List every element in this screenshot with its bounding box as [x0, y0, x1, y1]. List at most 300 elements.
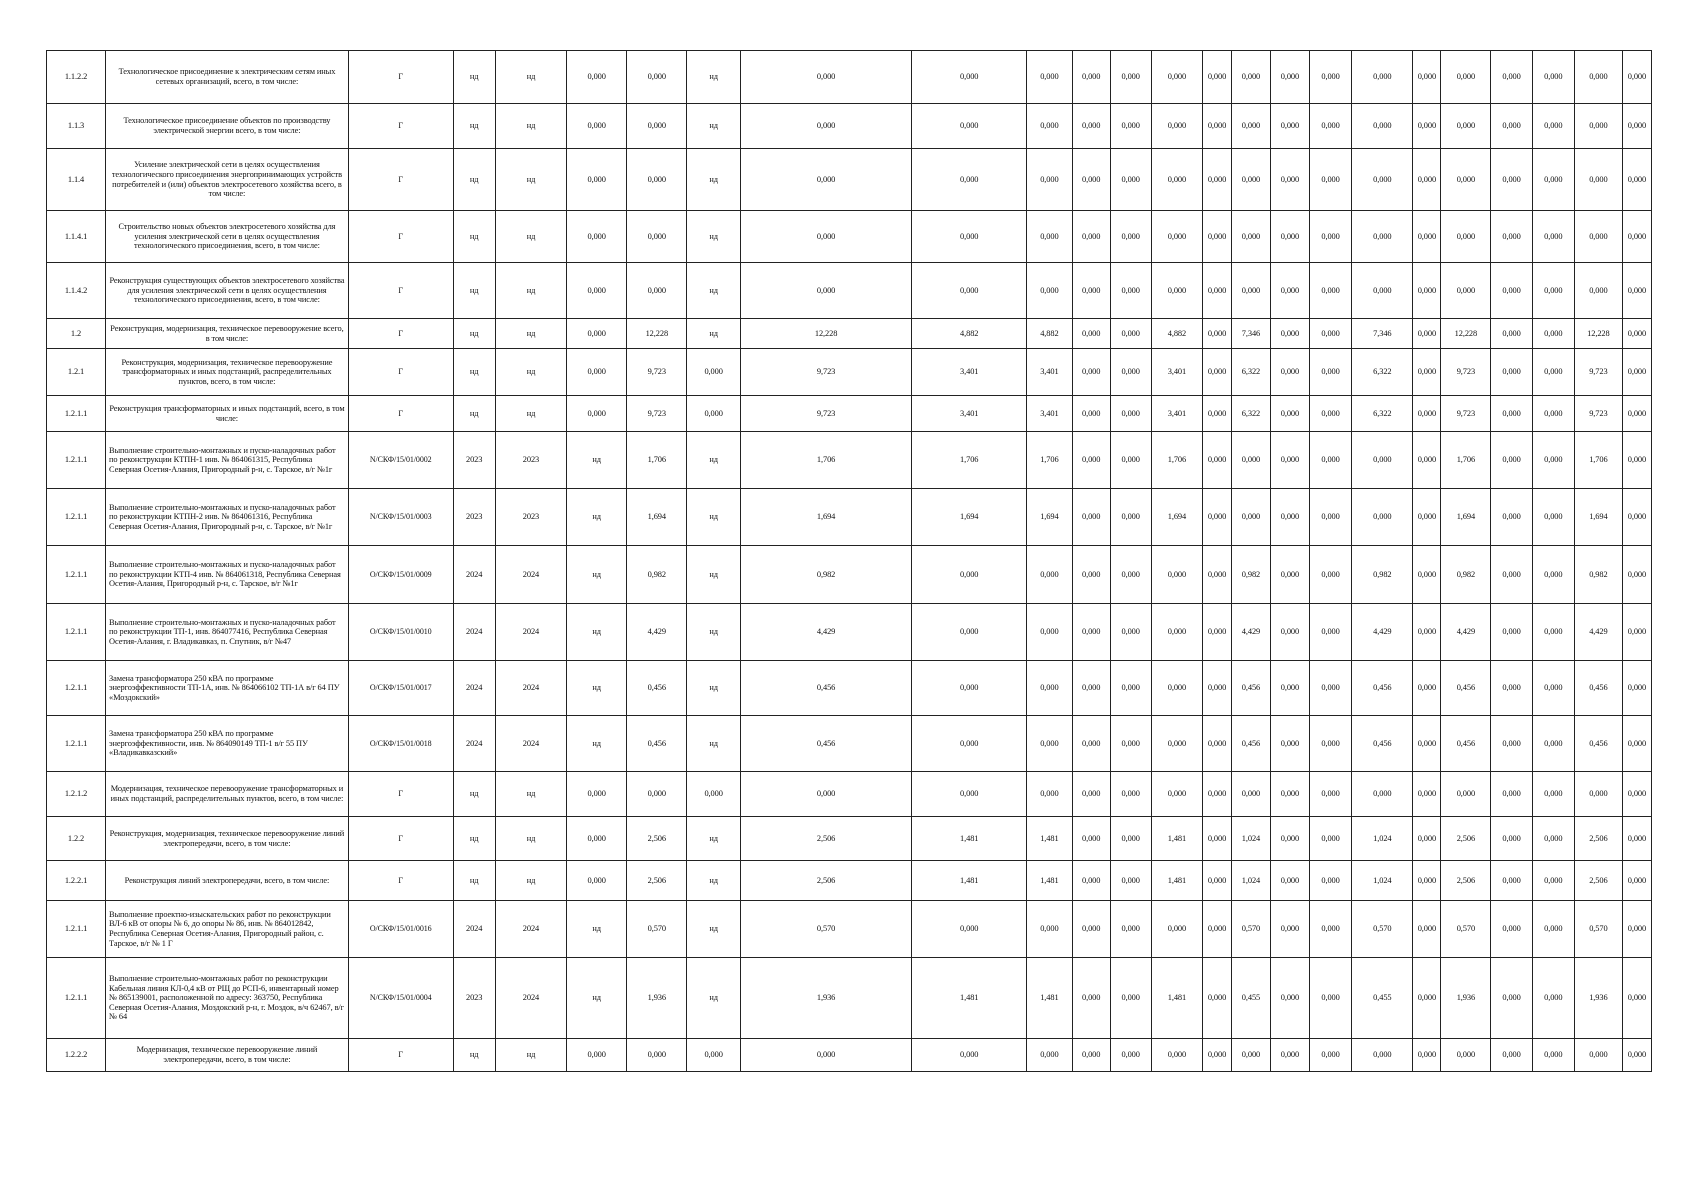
- value-cell: нд: [687, 661, 740, 716]
- row-number-cell: 1.1.4.1: [47, 211, 106, 263]
- value-cell: 0,000: [1027, 661, 1073, 716]
- value-cell: нд: [687, 211, 740, 263]
- value-cell: 0,000: [1574, 1039, 1622, 1072]
- value-cell: нд: [687, 958, 740, 1039]
- row-name-cell: Реконструкция, модернизация, техническое перевооружение всего, в том числе:: [106, 319, 349, 349]
- value-cell: 4,429: [1574, 604, 1622, 661]
- value-cell: 0,000: [1309, 546, 1351, 604]
- value-cell: 0,000: [1203, 861, 1232, 901]
- value-cell: 0,000: [1532, 861, 1574, 901]
- end-year-cell: 2024: [495, 604, 566, 661]
- value-cell: 7,346: [1231, 319, 1270, 349]
- value-cell: 0,000: [1027, 1039, 1073, 1072]
- value-cell: 0,000: [1027, 604, 1073, 661]
- value-cell: 0,000: [912, 1039, 1027, 1072]
- value-cell: 0,000: [1270, 149, 1309, 211]
- row-number-cell: 1.2.1.1: [47, 546, 106, 604]
- start-year-cell: 2024: [453, 546, 495, 604]
- value-cell: 0,000: [1309, 51, 1351, 104]
- value-cell: 0,000: [1231, 772, 1270, 817]
- row-number-cell: 1.2.1.1: [47, 661, 106, 716]
- value-cell: 0,000: [1072, 149, 1110, 211]
- value-cell: 0,000: [567, 1039, 627, 1072]
- value-cell: 0,982: [627, 546, 687, 604]
- value-cell: 9,723: [1574, 396, 1622, 432]
- value-cell: 0,000: [1072, 546, 1110, 604]
- row-name-cell: Модернизация, техническое перевооружение линий электропередачи, всего, в том числе:: [106, 1039, 349, 1072]
- project-code-cell: O/СКФ/15/01/0010: [348, 604, 453, 661]
- value-cell: 0,000: [1270, 861, 1309, 901]
- table-row: [47, 1039, 1652, 1072]
- value-cell: 0,456: [740, 716, 912, 772]
- value-cell: 0,000: [1203, 211, 1232, 263]
- value-cell: 0,000: [1491, 149, 1532, 211]
- value-cell: 0,570: [1352, 901, 1413, 958]
- value-cell: 0,000: [1309, 817, 1351, 861]
- value-cell: 0,000: [1413, 489, 1441, 546]
- row-name-cell: Технологическое присоединение к электрическим сетям иных сетевых организаций, всего, в том числе:: [106, 51, 349, 104]
- value-cell: 0,000: [1622, 772, 1651, 817]
- value-cell: 1,706: [912, 432, 1027, 489]
- end-year-cell: нд: [495, 319, 566, 349]
- value-cell: 0,000: [1203, 104, 1232, 149]
- value-cell: 0,000: [1532, 1039, 1574, 1072]
- project-code-cell: O/СКФ/15/01/0017: [348, 661, 453, 716]
- value-cell: 0,000: [1491, 1039, 1532, 1072]
- value-cell: 0,000: [912, 661, 1027, 716]
- value-cell: 0,000: [1413, 149, 1441, 211]
- value-cell: 0,000: [1532, 901, 1574, 958]
- value-cell: нд: [567, 432, 627, 489]
- value-cell: 0,000: [1491, 319, 1532, 349]
- value-cell: 0,000: [1270, 604, 1309, 661]
- value-cell: 0,000: [1491, 349, 1532, 396]
- value-cell: 0,000: [1532, 772, 1574, 817]
- value-cell: 1,481: [1027, 958, 1073, 1039]
- row-number-cell: 1.2.1.1: [47, 489, 106, 546]
- value-cell: 0,000: [1203, 772, 1232, 817]
- value-cell: 0,000: [1413, 319, 1441, 349]
- row-name-cell: Реконструкция линий электропередачи, всего, в том числе:: [106, 861, 349, 901]
- value-cell: 0,000: [1491, 104, 1532, 149]
- value-cell: 0,000: [1027, 211, 1073, 263]
- value-cell: 0,000: [1231, 149, 1270, 211]
- table-row: [47, 432, 1652, 489]
- value-cell: 2,506: [1574, 817, 1622, 861]
- value-cell: 0,000: [740, 149, 912, 211]
- value-cell: нд: [687, 489, 740, 546]
- value-cell: 0,000: [567, 861, 627, 901]
- value-cell: 0,000: [1441, 1039, 1491, 1072]
- value-cell: 1,694: [1027, 489, 1073, 546]
- value-cell: 0,000: [1203, 901, 1232, 958]
- value-cell: 0,000: [1072, 772, 1110, 817]
- value-cell: 0,000: [1491, 396, 1532, 432]
- value-cell: 0,000: [1151, 716, 1202, 772]
- value-cell: 0,000: [1072, 1039, 1110, 1072]
- value-cell: 0,000: [1203, 396, 1232, 432]
- start-year-cell: нд: [453, 861, 495, 901]
- value-cell: 0,000: [1309, 772, 1351, 817]
- value-cell: 2,506: [1441, 861, 1491, 901]
- value-cell: 0,000: [1574, 149, 1622, 211]
- value-cell: 0,000: [1491, 772, 1532, 817]
- end-year-cell: нд: [495, 817, 566, 861]
- value-cell: 0,000: [1622, 1039, 1651, 1072]
- value-cell: 0,000: [1491, 661, 1532, 716]
- value-cell: 0,000: [1203, 716, 1232, 772]
- value-cell: 0,000: [1151, 661, 1202, 716]
- value-cell: 0,000: [1270, 104, 1309, 149]
- value-cell: 0,000: [1622, 817, 1651, 861]
- value-cell: 0,000: [1309, 149, 1351, 211]
- value-cell: нд: [687, 546, 740, 604]
- row-number-cell: 1.2.1.1: [47, 716, 106, 772]
- value-cell: 0,000: [1231, 263, 1270, 319]
- value-cell: 0,000: [687, 772, 740, 817]
- investment-program-sheet: [46, 50, 1652, 1072]
- value-cell: 0,000: [1203, 817, 1232, 861]
- value-cell: 0,000: [1203, 432, 1232, 489]
- end-year-cell: нд: [495, 1039, 566, 1072]
- value-cell: нд: [567, 661, 627, 716]
- value-cell: 0,000: [1110, 772, 1151, 817]
- value-cell: нд: [687, 104, 740, 149]
- value-cell: 2,506: [1574, 861, 1622, 901]
- start-year-cell: нд: [453, 104, 495, 149]
- row-name-cell: Модернизация, техническое перевооружение трансформаторных и иных подстанций, распределительных пунктов, всего, в том числе:: [106, 772, 349, 817]
- value-cell: 0,000: [1072, 432, 1110, 489]
- value-cell: нд: [567, 604, 627, 661]
- value-cell: 0,000: [1270, 263, 1309, 319]
- value-cell: 0,000: [1110, 546, 1151, 604]
- value-cell: 0,000: [567, 349, 627, 396]
- value-cell: 0,000: [1352, 432, 1413, 489]
- value-cell: нд: [567, 901, 627, 958]
- row-number-cell: 1.2.2.2: [47, 1039, 106, 1072]
- value-cell: 0,000: [1151, 1039, 1202, 1072]
- table-row: [47, 104, 1652, 149]
- value-cell: 0,455: [1231, 958, 1270, 1039]
- value-cell: 0,000: [1270, 958, 1309, 1039]
- table-row: [47, 489, 1652, 546]
- value-cell: 0,570: [740, 901, 912, 958]
- value-cell: 0,000: [1622, 661, 1651, 716]
- project-code-cell: Г: [348, 263, 453, 319]
- value-cell: 0,000: [1309, 319, 1351, 349]
- row-number-cell: 1.2.1.1: [47, 604, 106, 661]
- value-cell: 0,000: [1110, 432, 1151, 489]
- value-cell: 0,570: [1441, 901, 1491, 958]
- value-cell: 0,000: [1352, 263, 1413, 319]
- value-cell: 0,000: [1110, 604, 1151, 661]
- end-year-cell: 2024: [495, 716, 566, 772]
- value-cell: 0,000: [1309, 349, 1351, 396]
- value-cell: нд: [687, 716, 740, 772]
- value-cell: 0,000: [1441, 263, 1491, 319]
- value-cell: 1,936: [627, 958, 687, 1039]
- value-cell: нд: [687, 263, 740, 319]
- value-cell: 0,000: [1270, 396, 1309, 432]
- value-cell: 0,000: [627, 149, 687, 211]
- value-cell: 0,000: [1027, 149, 1073, 211]
- value-cell: 0,000: [1574, 51, 1622, 104]
- value-cell: 4,429: [1441, 604, 1491, 661]
- value-cell: 0,000: [1072, 51, 1110, 104]
- value-cell: 0,000: [1110, 51, 1151, 104]
- table-row: [47, 958, 1652, 1039]
- end-year-cell: 2024: [495, 661, 566, 716]
- value-cell: 0,000: [1270, 546, 1309, 604]
- value-cell: 0,000: [1072, 958, 1110, 1039]
- value-cell: 12,228: [1574, 319, 1622, 349]
- value-cell: 0,000: [1622, 861, 1651, 901]
- value-cell: 0,000: [1151, 104, 1202, 149]
- start-year-cell: нд: [453, 263, 495, 319]
- table-row: [47, 604, 1652, 661]
- value-cell: 0,000: [740, 1039, 912, 1072]
- value-cell: 0,000: [1574, 211, 1622, 263]
- row-name-cell: Реконструкция, модернизация, техническое перевооружение трансформаторных и иных подстанций, распределительных пунктов, всего, в том числе:: [106, 349, 349, 396]
- start-year-cell: 2024: [453, 716, 495, 772]
- value-cell: 0,000: [1441, 211, 1491, 263]
- project-code-cell: Г: [348, 149, 453, 211]
- value-cell: 0,000: [1532, 349, 1574, 396]
- value-cell: 1,024: [1352, 861, 1413, 901]
- value-cell: 0,000: [912, 211, 1027, 263]
- table-row: [47, 901, 1652, 958]
- value-cell: 0,000: [1072, 661, 1110, 716]
- value-cell: 0,456: [740, 661, 912, 716]
- table-row: [47, 396, 1652, 432]
- value-cell: 0,000: [1231, 432, 1270, 489]
- value-cell: 0,000: [627, 772, 687, 817]
- value-cell: 0,000: [1622, 149, 1651, 211]
- value-cell: 1,694: [1574, 489, 1622, 546]
- value-cell: 0,000: [1027, 263, 1073, 319]
- row-name-cell: Реконструкция существующих объектов электросетевого хозяйства для усиления электрической сети в целях осуществления технологического присоединения, всего, в том числе:: [106, 263, 349, 319]
- table-row: [47, 661, 1652, 716]
- value-cell: 0,000: [1413, 716, 1441, 772]
- value-cell: 0,000: [1151, 263, 1202, 319]
- value-cell: 0,982: [740, 546, 912, 604]
- value-cell: 0,000: [1270, 432, 1309, 489]
- value-cell: 0,000: [912, 772, 1027, 817]
- value-cell: 0,000: [627, 263, 687, 319]
- row-name-cell: Выполнение строительно-монтажных и пуско-наладочных работ по реконструкции КТПН-1 инв. № 864061315, Республика Северная Осетия-Алания, Пригородный р-н, с. Тарское, в/г №1г: [106, 432, 349, 489]
- value-cell: нд: [567, 716, 627, 772]
- end-year-cell: нд: [495, 51, 566, 104]
- end-year-cell: 2024: [495, 901, 566, 958]
- value-cell: 0,000: [1491, 958, 1532, 1039]
- value-cell: 0,000: [1491, 604, 1532, 661]
- value-cell: 0,000: [912, 546, 1027, 604]
- value-cell: 0,000: [1352, 149, 1413, 211]
- value-cell: 0,456: [1352, 661, 1413, 716]
- value-cell: 1,481: [912, 861, 1027, 901]
- value-cell: 0,000: [1270, 901, 1309, 958]
- value-cell: 0,000: [1072, 211, 1110, 263]
- value-cell: 1,706: [740, 432, 912, 489]
- value-cell: 0,000: [1270, 1039, 1309, 1072]
- end-year-cell: нд: [495, 263, 566, 319]
- value-cell: 0,000: [1532, 546, 1574, 604]
- value-cell: 0,456: [1574, 661, 1622, 716]
- value-cell: 0,000: [627, 51, 687, 104]
- value-cell: 0,000: [1309, 263, 1351, 319]
- value-cell: 3,401: [1151, 349, 1202, 396]
- project-code-cell: Г: [348, 396, 453, 432]
- value-cell: 0,000: [1413, 349, 1441, 396]
- project-code-cell: N/СКФ/15/01/0003: [348, 489, 453, 546]
- row-name-cell: Выполнение строительно-монтажных работ по реконструкции Кабельная линия КЛ-0,4 кВ от РЩ до РСП-6, инвентарный номер № 865139001, расположенной по адресу: 363750, Республика Северная Осетия-Алания, Моздокский р-н, г. Моздок, в/ч 62467, в/г № 64: [106, 958, 349, 1039]
- row-name-cell: Технологическое присоединение объектов по производству электрической энергии всего, в том числе:: [106, 104, 349, 149]
- value-cell: 9,723: [740, 349, 912, 396]
- value-cell: 0,570: [627, 901, 687, 958]
- value-cell: 0,000: [567, 263, 627, 319]
- value-cell: 0,000: [1491, 51, 1532, 104]
- value-cell: 0,000: [1309, 432, 1351, 489]
- value-cell: 0,000: [687, 396, 740, 432]
- table-row: [47, 861, 1652, 901]
- value-cell: 0,000: [1352, 772, 1413, 817]
- row-number-cell: 1.1.3: [47, 104, 106, 149]
- value-cell: 0,000: [1151, 604, 1202, 661]
- end-year-cell: 2023: [495, 432, 566, 489]
- value-cell: 0,000: [1203, 489, 1232, 546]
- value-cell: 12,228: [740, 319, 912, 349]
- value-cell: 2,506: [740, 861, 912, 901]
- value-cell: 3,401: [912, 396, 1027, 432]
- value-cell: 0,000: [1270, 772, 1309, 817]
- table-row: [47, 51, 1652, 104]
- value-cell: 0,000: [1309, 104, 1351, 149]
- value-cell: 0,000: [1027, 51, 1073, 104]
- value-cell: 0,000: [1203, 149, 1232, 211]
- value-cell: 0,000: [687, 349, 740, 396]
- value-cell: 0,000: [1413, 661, 1441, 716]
- value-cell: 0,000: [627, 104, 687, 149]
- value-cell: 0,000: [567, 211, 627, 263]
- project-code-cell: O/СКФ/15/01/0016: [348, 901, 453, 958]
- value-cell: 0,456: [1441, 716, 1491, 772]
- value-cell: 4,882: [912, 319, 1027, 349]
- value-cell: 0,000: [1532, 432, 1574, 489]
- value-cell: 0,000: [1072, 604, 1110, 661]
- value-cell: 3,401: [1027, 349, 1073, 396]
- value-cell: 0,000: [912, 604, 1027, 661]
- value-cell: 1,694: [1151, 489, 1202, 546]
- value-cell: 0,000: [687, 1039, 740, 1072]
- value-cell: 0,000: [1352, 51, 1413, 104]
- value-cell: 0,000: [1072, 263, 1110, 319]
- value-cell: 0,456: [627, 661, 687, 716]
- value-cell: 0,000: [1270, 349, 1309, 396]
- value-cell: 0,000: [1110, 263, 1151, 319]
- project-code-cell: Г: [348, 817, 453, 861]
- value-cell: 0,000: [1309, 958, 1351, 1039]
- table-row: [47, 817, 1652, 861]
- value-cell: 4,882: [1151, 319, 1202, 349]
- value-cell: 0,000: [567, 319, 627, 349]
- value-cell: 0,000: [1413, 263, 1441, 319]
- value-cell: 0,000: [1072, 349, 1110, 396]
- end-year-cell: нд: [495, 349, 566, 396]
- value-cell: 0,000: [1491, 211, 1532, 263]
- value-cell: 0,000: [1491, 817, 1532, 861]
- value-cell: 0,000: [567, 817, 627, 861]
- row-name-cell: Усиление электрической сети в целях осуществления технологического присоединения энергопринимающих устройств потребителей и (или) объектов электросетевого хозяйства всего, в том числе:: [106, 149, 349, 211]
- end-year-cell: нд: [495, 396, 566, 432]
- value-cell: 1,481: [1027, 861, 1073, 901]
- value-cell: 0,000: [1413, 396, 1441, 432]
- value-cell: 0,000: [1203, 1039, 1232, 1072]
- table-row: [47, 211, 1652, 263]
- value-cell: 0,000: [1622, 349, 1651, 396]
- value-cell: 0,000: [1110, 861, 1151, 901]
- row-name-cell: Замена трансформатора 250 кВА по программе энергоэффективности ТП-1А, инв. № 864066102 ТП-1А в/г 64 ПУ «Моздокский»: [106, 661, 349, 716]
- value-cell: 0,570: [1231, 901, 1270, 958]
- row-number-cell: 1.1.4: [47, 149, 106, 211]
- value-cell: 0,000: [1413, 211, 1441, 263]
- value-cell: 0,000: [740, 104, 912, 149]
- value-cell: 1,024: [1352, 817, 1413, 861]
- value-cell: 0,000: [1532, 716, 1574, 772]
- value-cell: 0,000: [1622, 104, 1651, 149]
- project-code-cell: Г: [348, 772, 453, 817]
- row-name-cell: Выполнение строительно-монтажных и пуско-наладочных работ по реконструкции ТП-1, инв. 864077416, Республика Северная Осетия-Алания, г. Владикавказ, п. Спутник, в/г №47: [106, 604, 349, 661]
- value-cell: 3,401: [912, 349, 1027, 396]
- value-cell: 12,228: [1441, 319, 1491, 349]
- value-cell: 0,000: [1203, 319, 1232, 349]
- start-year-cell: нд: [453, 1039, 495, 1072]
- start-year-cell: 2024: [453, 901, 495, 958]
- value-cell: 1,481: [912, 817, 1027, 861]
- start-year-cell: нд: [453, 772, 495, 817]
- value-cell: 1,481: [1027, 817, 1073, 861]
- value-cell: 0,000: [1491, 432, 1532, 489]
- value-cell: 2,506: [1441, 817, 1491, 861]
- value-cell: 1,481: [1151, 958, 1202, 1039]
- value-cell: 0,000: [567, 149, 627, 211]
- project-code-cell: Г: [348, 319, 453, 349]
- project-code-cell: O/СКФ/15/01/0018: [348, 716, 453, 772]
- value-cell: 0,000: [1622, 901, 1651, 958]
- value-cell: 0,000: [912, 149, 1027, 211]
- value-cell: 9,723: [627, 396, 687, 432]
- value-cell: 9,723: [1441, 349, 1491, 396]
- value-cell: 0,000: [1151, 901, 1202, 958]
- value-cell: 0,000: [1110, 149, 1151, 211]
- value-cell: 0,000: [1622, 211, 1651, 263]
- value-cell: 0,000: [1532, 661, 1574, 716]
- investment-table: [46, 50, 1652, 1072]
- value-cell: 0,000: [1491, 716, 1532, 772]
- value-cell: 4,429: [1352, 604, 1413, 661]
- value-cell: 1,706: [1441, 432, 1491, 489]
- value-cell: 0,000: [1110, 211, 1151, 263]
- value-cell: 0,000: [1270, 817, 1309, 861]
- row-number-cell: 1.2.1.2: [47, 772, 106, 817]
- value-cell: 1,694: [912, 489, 1027, 546]
- value-cell: 0,000: [1491, 546, 1532, 604]
- value-cell: 1,024: [1231, 817, 1270, 861]
- value-cell: 0,000: [740, 211, 912, 263]
- value-cell: 0,000: [1270, 211, 1309, 263]
- start-year-cell: 2023: [453, 432, 495, 489]
- value-cell: 0,000: [1413, 958, 1441, 1039]
- value-cell: 4,882: [1027, 319, 1073, 349]
